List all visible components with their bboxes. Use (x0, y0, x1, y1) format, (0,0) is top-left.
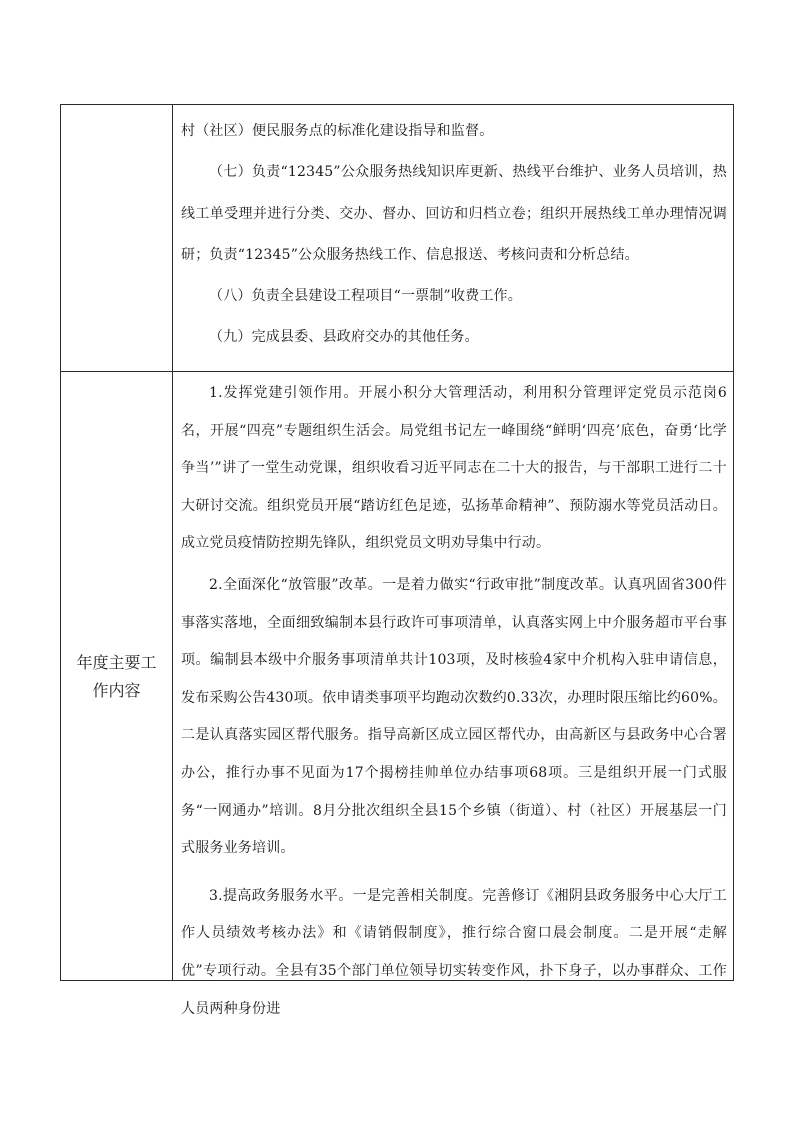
work-item-service-level: 3.提高政务服务水平。一是完善相关制度。完善修订《湘阴县政务服务中心大厅工作人员绩效考核办法》和《请销假制度》，推行综合窗口晨会制度。二是开展“走解优”专项行动。全县有35个部门单位领导切实转变作风，扑下身子，以办事群众、工作人员两种身份进 (181, 887, 727, 1017)
column-divider (172, 105, 173, 980)
work-report-table (60, 104, 734, 1017)
annual-work-content-cell (175, 375, 731, 1028)
duties-paragraph-8: （八）负责全县建设工程项目“一票制”收费工作。 (209, 288, 522, 305)
duties-content-cell (175, 111, 731, 359)
duties-paragraph-9: （九）完成县委、县政府交办的其他任务。 (209, 329, 479, 346)
annual-work-label-cell (61, 371, 172, 982)
work-item-party-building: 1.发挥党建引领作用。开展小积分大管理活动，利用积分管理评定党员示范岗6名，开展“四亮”专题组织生活会。局党组书记左一峰围绕“鲜明‘四亮’底色，奋勇‘比学争当’”讲了一堂生动党课，组织收看习近平同志在二十大的报告，与干部职工进行二十大研讨交流。组织党员开展“踏访红色足迹，弘扬革命精神”、预防溺水等党员活动日。成立党员疫情防控期先锋队，组织党员文明劝导集中行动。 (181, 385, 727, 552)
annual-work-label: 年度主要工作内容 (76, 652, 157, 700)
work-item-reform: 2.全面深化“放管服”改革。一是着力做实“行政审批”制度改革。认真巩固省300件事落实落地，全面细致编制本县行政许可事项清单，认真落实网上中介服务超市平台事项。编制县本级中介服务事项清单共计103项，及时核验4家中介机构入驻申请信息，发布采购公告430项。依申请类事项平均跑动次数约0.33次，办理时限压缩比约60%。二是认真落实园区帮代服务。指导高新区成立园区帮代办，由高新区与县政务中心合署办公，推行办事不见面为17个揭榜挂帅单位办结事项68项。三是组织开展一门式服务“一网通办”培训。8月分批次组织全县15个乡镇（街道）、村（社区）开展基层一门式服务业务培训。 (181, 576, 727, 857)
duties-paragraph-continuation: 村（社区）便民服务点的标准化建设指导和监督。 (181, 123, 494, 139)
duties-paragraph-7: （七）负责“12345”公众服务热线知识库更新、热线平台维护、业务人员培训，热线工单受理并进行分类、交办、督办、回访和归档立卷；组织开展热线工单办理情况调研；负责“12345”公众服务热线工作、信息报送、考核问责和分析总结。 (181, 164, 727, 263)
